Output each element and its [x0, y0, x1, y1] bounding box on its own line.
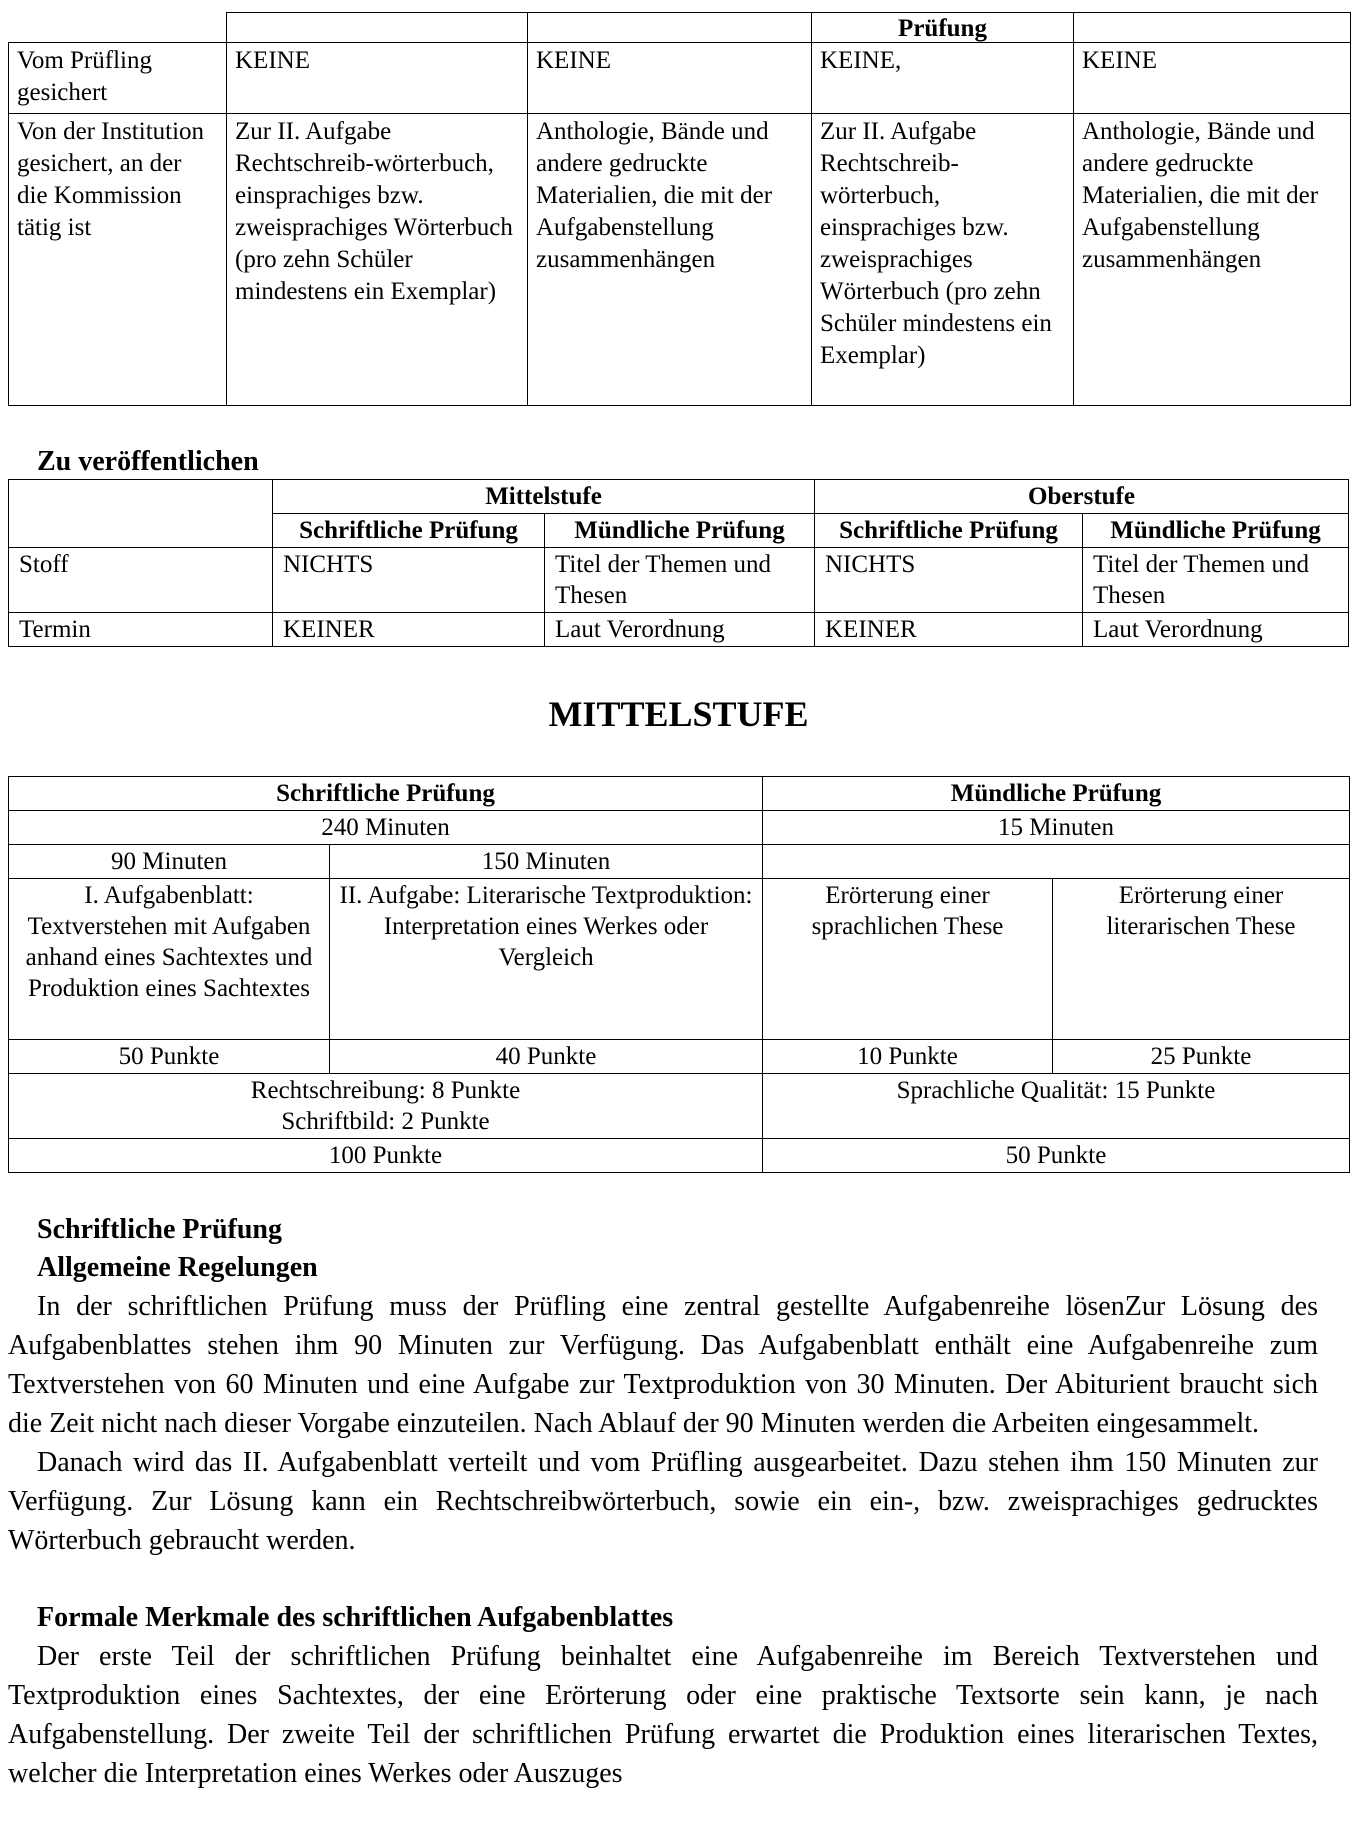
materials-header-cell: [227, 13, 528, 43]
part1-time: 90 Minuten: [9, 845, 330, 879]
table-cell: Zur II. Aufgabe Rechtschreib-wörterbuch, einsprachiges bzw. zweisprachiges Wörterbuch (pro zehn Schüler mindestens ein Exemplar): [812, 114, 1074, 406]
handwriting-points: Schriftbild: 2 Punkte: [281, 1108, 490, 1135]
section-heading-formal: Formale Merkmale des schriftlichen Aufgabenblattes: [37, 1602, 674, 1633]
table-cell: KEINE: [227, 43, 528, 114]
paragraph: Danach wird das II. Aufgabenblatt verteilt und vom Prüfling ausgearbeitet. Dazu stehen ihm 150 Minuten zur Verfügung. Zur Lösung kann ein Rechtschreibwörterbuch, sowie ein ein-, bzw. zweisprachiges gedrucktes Wörterbuch gebraucht werden.: [8, 1447, 1318, 1556]
table-cell: NICHTS: [273, 548, 545, 613]
table-cell: KEINE: [1074, 43, 1351, 114]
level-header: Oberstufe: [815, 480, 1349, 514]
table-cell: Laut Verordnung: [545, 613, 815, 647]
table-cell: Zur II. Aufgabe Rechtschreib-wörterbuch, einsprachiges bzw. zweisprachiges Wörterbuch (pro zehn Schüler mindestens ein Exemplar): [227, 114, 528, 406]
part1-points: 50 Punkte: [9, 1040, 330, 1074]
part1-description: I. Aufgabenblatt: Textverstehen mit Aufgaben anhand eines Sachtextes und Produktion eines Sachtextes: [9, 879, 330, 1040]
oral-exam-header: Mündliche Prüfung: [763, 777, 1350, 811]
part2-points: 40 Punkte: [330, 1040, 763, 1074]
oral1-points: 10 Punkte: [763, 1040, 1053, 1074]
table-cell: Laut Verordnung: [1083, 613, 1349, 647]
table-cell: KEINE,: [812, 43, 1074, 114]
oral1-description: Erörterung einer sprachlichen These: [763, 879, 1053, 1040]
paragraph: In der schriftlichen Prüfung muss der Prüfling eine zentral gestellte Aufgabenreihe lösenZur Lösung des Aufgabenblattes stehen ihm 90 Minuten zur Verfügung. Das Aufgabenblatt enthält eine Aufgabenreihe zum Textverstehen von 60 Minuten und eine Aufgabe zur Textproduktion von 30 Minuten. Der Abiturient braucht sich die Zeit nicht nach dieser Vorgabe einzuteilen. Nach Ablauf der 90 Minuten werden die Arbeiten eingesammelt.: [8, 1291, 1318, 1439]
empty-corner-cell: [9, 480, 273, 548]
mittelstufe-title: MITTELSTUFE: [548, 694, 809, 734]
table-cell: KEINE: [528, 43, 812, 114]
task-description-row: [9, 879, 1350, 1040]
sub-header: Schriftliche Prüfung: [815, 514, 1083, 548]
table-cell: NICHTS: [815, 548, 1083, 613]
total-points-row: [9, 1139, 1350, 1173]
sub-header: Mündliche Prüfung: [1083, 514, 1349, 548]
written-total-time: 240 Minuten: [9, 811, 763, 845]
table-row: [9, 613, 1349, 647]
mittelstufe-table: [8, 776, 1350, 1173]
publish-table: [8, 479, 1349, 647]
table-cell: Anthologie, Bände und andere gedruckte Materialien, die mit der Aufgabenstellung zusammenhängen: [1074, 114, 1351, 406]
empty-cell: [763, 845, 1350, 879]
oral-total-points: 50 Punkte: [763, 1139, 1350, 1173]
table-cell: KEINER: [815, 613, 1083, 647]
level-header: Mittelstufe: [273, 480, 815, 514]
exam-type-header-row: [9, 777, 1350, 811]
part-time-row: [9, 845, 1350, 879]
table-row: [9, 548, 1349, 613]
row-label: Termin: [9, 613, 273, 647]
oral-extra-points: Sprachliche Qualität: 15 Punkte: [763, 1074, 1350, 1139]
row-label: Vom Prüfling gesichert: [9, 43, 227, 114]
materials-header-cell: [9, 13, 227, 43]
table-cell: KEINER: [273, 613, 545, 647]
materials-header-row: [9, 13, 1351, 43]
table-cell: Titel der Themen und Thesen: [545, 548, 815, 613]
written-extra-points: [9, 1074, 763, 1139]
oral2-description: Erörterung einer literarischen These: [1053, 879, 1350, 1040]
publish-heading: Zu veröffentlichen: [37, 446, 259, 477]
materials-header-cell: [528, 13, 812, 43]
paragraph: Der erste Teil der schriftlichen Prüfung beinhaltet eine Aufgabenreihe im Bereich Textverstehen und Textproduktion eines Sachtextes, der eine Erörterung oder eine praktische Textsorte sein kann, je nach Aufgabenstellung. Der zweite Teil der schriftlichen Prüfung erwartet die Produktion eines literarischen Textes, welcher die Interpretation eines Werkes oder Auszuges: [8, 1641, 1318, 1789]
row-label: Stoff: [9, 548, 273, 613]
points-row: [9, 1040, 1350, 1074]
section-heading-general: Allgemeine Regelungen: [37, 1252, 318, 1283]
spelling-points: Rechtschreibung: 8 Punkte: [250, 1077, 521, 1104]
level-header-row: [9, 480, 1349, 514]
written-exam-header: Schriftliche Prüfung: [9, 777, 763, 811]
section-heading-written: Schriftliche Prüfung: [37, 1214, 282, 1245]
sub-header: Mündliche Prüfung: [545, 514, 815, 548]
body-text: [8, 1211, 1318, 1793]
table-cell: Anthologie, Bände und andere gedruckte Materialien, die mit der Aufgabenstellung zusammenhängen: [528, 114, 812, 406]
row-label: Von der Institution gesichert, an der die Kommission tätig ist: [9, 114, 227, 406]
total-time-row: [9, 811, 1350, 845]
oral2-points: 25 Punkte: [1053, 1040, 1350, 1074]
sub-header: Schriftliche Prüfung: [273, 514, 545, 548]
table-row: [9, 114, 1351, 406]
part2-time: 150 Minuten: [330, 845, 763, 879]
table-cell: Titel der Themen und Thesen: [1083, 548, 1349, 613]
extra-points-row: [9, 1074, 1350, 1139]
materials-header-cell: [1074, 13, 1351, 43]
oral-total-time: 15 Minuten: [763, 811, 1350, 845]
written-total-points: 100 Punkte: [9, 1139, 763, 1173]
materials-table: [8, 12, 1351, 406]
paragraph-gap: [8, 1560, 1318, 1599]
materials-header-cell: Prüfung: [812, 13, 1074, 43]
part2-description: II. Aufgabe: Literarische Textproduktion: Interpretation eines Werkes oder Vergleich: [330, 879, 763, 1040]
table-row: [9, 43, 1351, 114]
